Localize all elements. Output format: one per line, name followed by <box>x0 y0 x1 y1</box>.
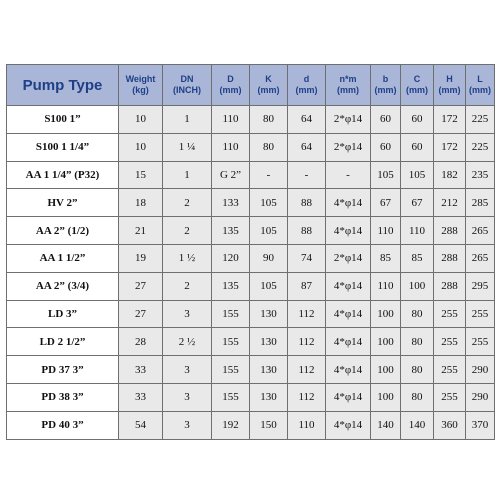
header-weight-label: Weight <box>125 74 156 84</box>
header-n-m-label: n*m <box>339 74 357 84</box>
cell-k: 90 <box>250 244 288 272</box>
table-row <box>7 161 495 189</box>
header-n-m <box>326 65 371 106</box>
cell-l: 290 <box>466 356 495 384</box>
table-row <box>7 272 495 300</box>
cell-b: 60 <box>371 106 401 134</box>
cell-l: 225 <box>466 133 495 161</box>
cell-dn: 3 <box>163 411 212 439</box>
cell-pump-type: S100 1” <box>7 106 119 134</box>
header-d-inner <box>288 65 326 106</box>
cell-b: 110 <box>371 272 401 300</box>
cell-l: 265 <box>466 244 495 272</box>
cell-k: 80 <box>250 133 288 161</box>
cell-d-inner: 74 <box>288 244 326 272</box>
cell-l: 255 <box>466 328 495 356</box>
table-row <box>7 244 495 272</box>
cell-pump-type: HV 2” <box>7 189 119 217</box>
cell-l: 225 <box>466 106 495 134</box>
cell-weight: 10 <box>119 133 163 161</box>
cell-d-inner: 112 <box>288 328 326 356</box>
cell-d-outer: G 2” <box>212 161 250 189</box>
cell-h: 255 <box>434 383 466 411</box>
header-d-outer-unit: (mm) <box>219 85 242 95</box>
header-dn-label: DN <box>180 74 194 84</box>
header-pump-type-label: Pump Type <box>22 76 103 94</box>
cell-d-outer: 155 <box>212 383 250 411</box>
cell-n-m: 4*φ14 <box>326 300 371 328</box>
header-dn-unit: (INCH) <box>173 85 201 95</box>
cell-h: 288 <box>434 272 466 300</box>
cell-l: 290 <box>466 383 495 411</box>
table-row <box>7 189 495 217</box>
cell-b: 100 <box>371 356 401 384</box>
header-b <box>371 65 401 106</box>
cell-pump-type: PD 37 3” <box>7 356 119 384</box>
cell-k: 150 <box>250 411 288 439</box>
table-header-row <box>7 65 495 106</box>
cell-d-inner: 88 <box>288 189 326 217</box>
cell-h: 172 <box>434 106 466 134</box>
cell-n-m: 4*φ14 <box>326 411 371 439</box>
cell-h: 255 <box>434 300 466 328</box>
cell-b: 100 <box>371 300 401 328</box>
cell-d-outer: 155 <box>212 356 250 384</box>
header-b-label: b <box>382 74 389 84</box>
cell-h: 288 <box>434 244 466 272</box>
cell-dn: 2 <box>163 217 212 245</box>
header-k-unit: (mm) <box>257 85 280 95</box>
cell-l: 295 <box>466 272 495 300</box>
cell-pump-type: AA 2” (1/2) <box>7 217 119 245</box>
cell-dn: 3 <box>163 300 212 328</box>
cell-d-inner: 112 <box>288 356 326 384</box>
cell-pump-type: PD 40 3” <box>7 411 119 439</box>
cell-pump-type: LD 3” <box>7 300 119 328</box>
header-l <box>466 65 495 106</box>
cell-dn: 3 <box>163 356 212 384</box>
cell-dn: 1 <box>163 161 212 189</box>
cell-pump-type: AA 2” (3/4) <box>7 272 119 300</box>
cell-c: 105 <box>401 161 434 189</box>
cell-c: 110 <box>401 217 434 245</box>
cell-weight: 28 <box>119 328 163 356</box>
cell-l: 235 <box>466 161 495 189</box>
header-n-m-unit: (mm) <box>337 85 359 95</box>
cell-pump-type: LD 2 1/2” <box>7 328 119 356</box>
table-row <box>7 300 495 328</box>
cell-d-outer: 110 <box>212 133 250 161</box>
cell-dn: 2 <box>163 272 212 300</box>
cell-l: 265 <box>466 217 495 245</box>
cell-n-m: 2*φ14 <box>326 133 371 161</box>
cell-pump-type: PD 38 3” <box>7 383 119 411</box>
cell-k: 130 <box>250 300 288 328</box>
header-d-inner-label: d <box>303 74 310 84</box>
cell-d-inner: 64 <box>288 106 326 134</box>
cell-d-outer: 155 <box>212 300 250 328</box>
header-c-label: C <box>413 74 421 84</box>
cell-k: 105 <box>250 189 288 217</box>
cell-b: 140 <box>371 411 401 439</box>
cell-weight: 19 <box>119 244 163 272</box>
cell-b: 110 <box>371 217 401 245</box>
cell-n-m: 2*φ14 <box>326 244 371 272</box>
table-row <box>7 411 495 439</box>
cell-dn: 3 <box>163 383 212 411</box>
cell-c: 80 <box>401 383 434 411</box>
cell-c: 80 <box>401 356 434 384</box>
cell-k: 130 <box>250 356 288 384</box>
cell-b: 100 <box>371 383 401 411</box>
cell-d-outer: 135 <box>212 272 250 300</box>
header-weight-unit: (kg) <box>132 85 149 95</box>
cell-b: 60 <box>371 133 401 161</box>
cell-b: 105 <box>371 161 401 189</box>
cell-pump-type: S100 1 1/4” <box>7 133 119 161</box>
table-row <box>7 383 495 411</box>
cell-h: 360 <box>434 411 466 439</box>
cell-weight: 33 <box>119 383 163 411</box>
cell-d-inner: 112 <box>288 300 326 328</box>
cell-h: 182 <box>434 161 466 189</box>
cell-dn: 2 <box>163 189 212 217</box>
header-k <box>250 65 288 106</box>
cell-d-inner: - <box>288 161 326 189</box>
header-h-unit: (mm) <box>438 85 461 95</box>
cell-l: 255 <box>466 300 495 328</box>
header-d-outer <box>212 65 250 106</box>
cell-weight: 27 <box>119 300 163 328</box>
header-pump-type <box>7 65 119 106</box>
cell-pump-type: AA 1 1/4” (P32) <box>7 161 119 189</box>
header-b-unit: (mm) <box>374 85 397 95</box>
table-row <box>7 328 495 356</box>
cell-h: 288 <box>434 217 466 245</box>
cell-d-inner: 112 <box>288 383 326 411</box>
table-row <box>7 133 495 161</box>
cell-d-outer: 110 <box>212 106 250 134</box>
cell-n-m: 4*φ14 <box>326 189 371 217</box>
table-row <box>7 217 495 245</box>
cell-d-inner: 110 <box>288 411 326 439</box>
cell-k: 105 <box>250 217 288 245</box>
cell-d-outer: 120 <box>212 244 250 272</box>
cell-dn: 1 ½ <box>163 244 212 272</box>
cell-d-inner: 88 <box>288 217 326 245</box>
table-body <box>7 106 495 440</box>
cell-dn: 1 <box>163 106 212 134</box>
table-row <box>7 106 495 134</box>
cell-n-m: 4*φ14 <box>326 328 371 356</box>
cell-d-inner: 64 <box>288 133 326 161</box>
cell-k: 80 <box>250 106 288 134</box>
cell-c: 140 <box>401 411 434 439</box>
cell-n-m: 2*φ14 <box>326 106 371 134</box>
cell-weight: 18 <box>119 189 163 217</box>
header-weight <box>119 65 163 106</box>
cell-dn: 1 ¼ <box>163 133 212 161</box>
cell-n-m: 4*φ14 <box>326 272 371 300</box>
cell-k: 105 <box>250 272 288 300</box>
cell-c: 60 <box>401 106 434 134</box>
header-k-label: K <box>265 74 272 84</box>
cell-c: 80 <box>401 328 434 356</box>
cell-h: 255 <box>434 328 466 356</box>
cell-weight: 10 <box>119 106 163 134</box>
cell-l: 285 <box>466 189 495 217</box>
cell-d-inner: 87 <box>288 272 326 300</box>
cell-n-m: - <box>326 161 371 189</box>
cell-b: 67 <box>371 189 401 217</box>
cell-dn: 2 ½ <box>163 328 212 356</box>
cell-l: 370 <box>466 411 495 439</box>
cell-c: 100 <box>401 272 434 300</box>
header-d-outer-label: D <box>227 74 234 84</box>
cell-d-outer: 135 <box>212 217 250 245</box>
header-l-unit: (mm) <box>469 85 491 95</box>
cell-c: 60 <box>401 133 434 161</box>
cell-weight: 54 <box>119 411 163 439</box>
cell-k: 130 <box>250 383 288 411</box>
cell-n-m: 4*φ14 <box>326 217 371 245</box>
cell-c: 67 <box>401 189 434 217</box>
cell-d-outer: 192 <box>212 411 250 439</box>
header-h <box>434 65 466 106</box>
pump-spec-table <box>6 64 495 440</box>
header-c-unit: (mm) <box>406 85 428 95</box>
header-c <box>401 65 434 106</box>
cell-k: 130 <box>250 328 288 356</box>
cell-b: 85 <box>371 244 401 272</box>
header-h-label: H <box>446 74 453 84</box>
cell-b: 100 <box>371 328 401 356</box>
cell-pump-type: AA 1 1/2” <box>7 244 119 272</box>
cell-d-outer: 133 <box>212 189 250 217</box>
cell-weight: 21 <box>119 217 163 245</box>
cell-h: 172 <box>434 133 466 161</box>
cell-weight: 27 <box>119 272 163 300</box>
cell-n-m: 4*φ14 <box>326 356 371 384</box>
pump-spec-sheet <box>6 64 494 440</box>
cell-c: 85 <box>401 244 434 272</box>
cell-h: 255 <box>434 356 466 384</box>
cell-k: - <box>250 161 288 189</box>
table-row <box>7 356 495 384</box>
header-l-label: L <box>477 74 483 84</box>
header-dn <box>163 65 212 106</box>
header-d-inner-unit: (mm) <box>295 85 318 95</box>
cell-h: 212 <box>434 189 466 217</box>
cell-weight: 33 <box>119 356 163 384</box>
cell-n-m: 4*φ14 <box>326 383 371 411</box>
cell-d-outer: 155 <box>212 328 250 356</box>
cell-c: 80 <box>401 300 434 328</box>
cell-weight: 15 <box>119 161 163 189</box>
